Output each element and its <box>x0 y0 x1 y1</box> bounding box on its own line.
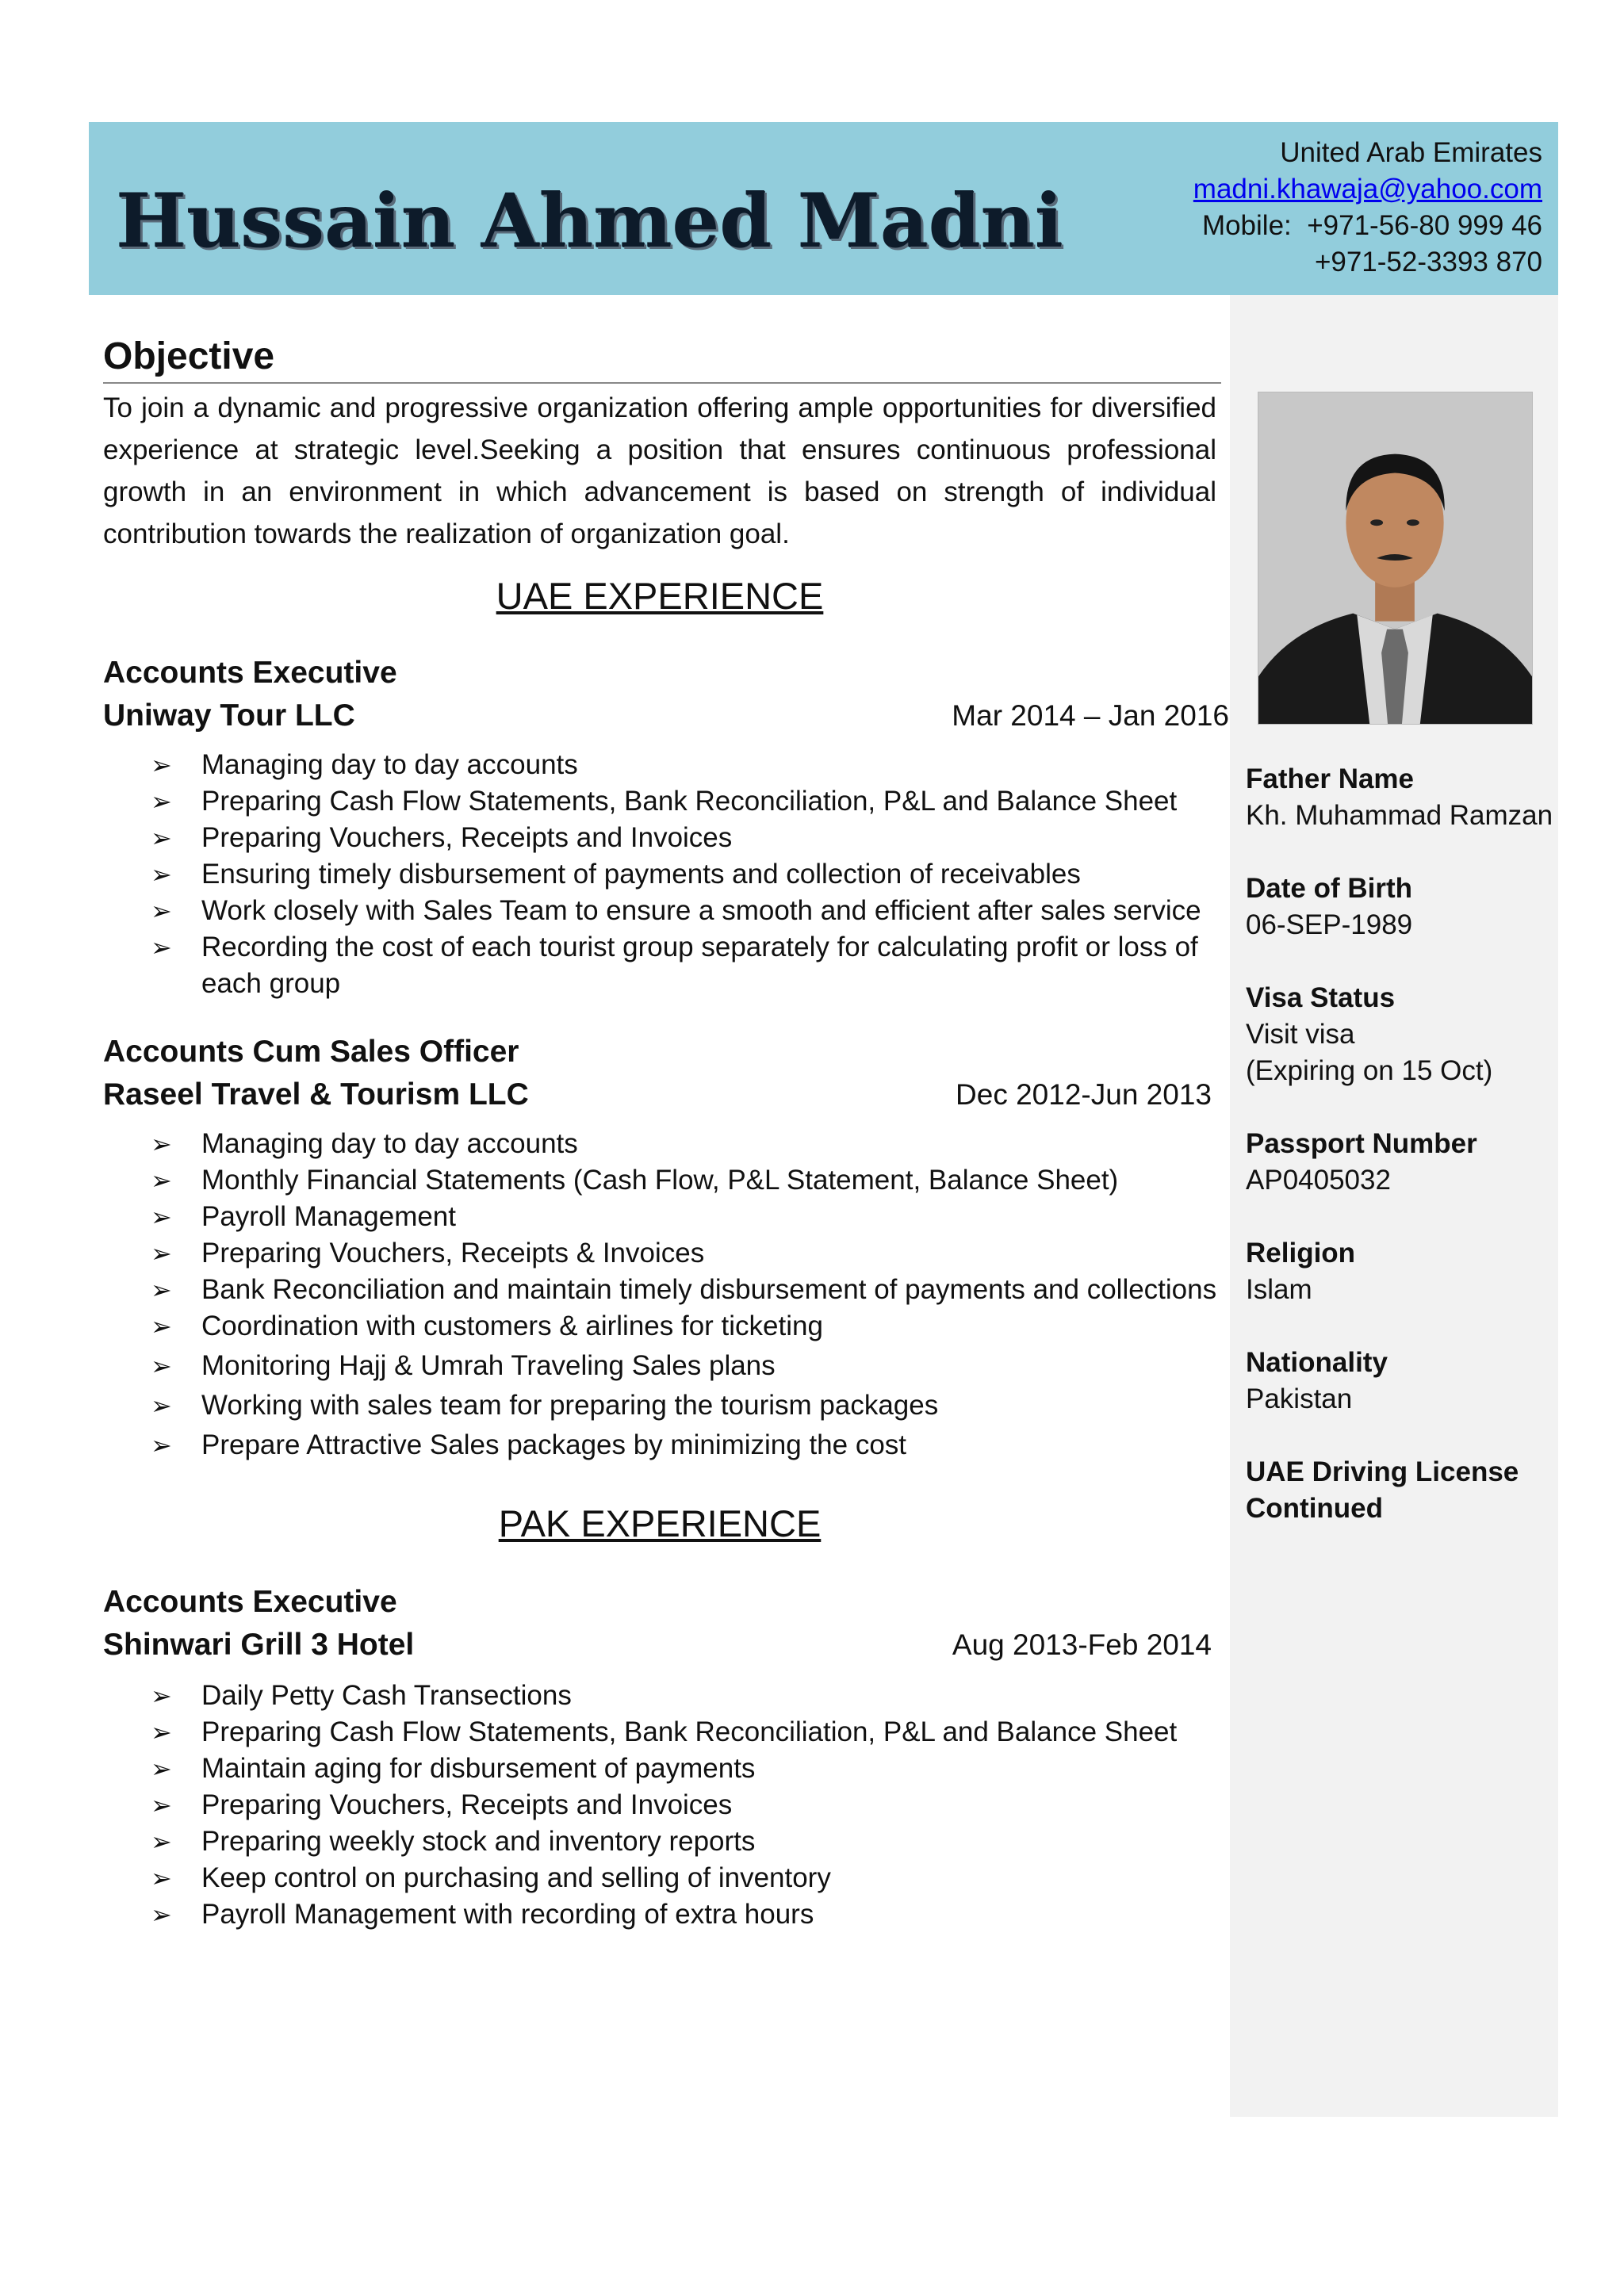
list-item: ➢ Working with sales team for preparing the tourism packages <box>151 1387 1221 1424</box>
detail-religion: Religion Islam <box>1246 1238 1356 1305</box>
job-entry <box>103 652 1229 1002</box>
arrow-bullet-icon: ➢ <box>151 860 172 889</box>
list-item: ➢ Prepare Attractive Sales packages by minimizing the cost <box>151 1427 1221 1464</box>
uae-experience-heading: UAE EXPERIENCE <box>496 575 824 617</box>
list-item: ➢ Work closely with Sales Team to ensure a smooth and efficient after sales service <box>151 893 1221 929</box>
job-dates: Mar 2014 – Jan 2016 <box>952 699 1229 732</box>
company-name: Uniway Tour LLC <box>103 698 355 733</box>
detail-father-name: Father Name Kh. Muhammad Ramzan <box>1246 763 1553 831</box>
pak-experience-heading: PAK EXPERIENCE <box>498 1502 822 1544</box>
personal-details <box>1246 761 1555 1563</box>
detail-date-of-birth: Date of Birth 06-SEP-1989 <box>1246 873 1413 940</box>
duties-list <box>151 747 1221 1002</box>
detail-visa-status: Visa Status Visit visa (Expiring on 15 Oct) <box>1246 982 1493 1086</box>
arrow-bullet-icon: ➢ <box>151 1166 172 1195</box>
profile-photo <box>1258 392 1533 725</box>
list-item: ➢ Payroll Management with recording of extra hours <box>151 1896 1221 1933</box>
arrow-bullet-icon: ➢ <box>151 787 172 816</box>
list-item: ➢ Preparing Vouchers, Receipts & Invoices <box>151 1235 1221 1272</box>
arrow-bullet-icon: ➢ <box>151 1827 172 1856</box>
contact-block <box>1193 135 1542 281</box>
header-banner <box>89 122 1558 295</box>
arrow-bullet-icon: ➢ <box>151 933 172 962</box>
list-item: ➢ Monitoring Hajj & Umrah Traveling Sales plans <box>151 1348 1221 1384</box>
job-title: Accounts Executive <box>103 1585 397 1619</box>
arrow-bullet-icon: ➢ <box>151 751 172 779</box>
job-title: Accounts Executive <box>103 656 397 690</box>
list-item: ➢ Managing day to day accounts <box>151 747 1221 783</box>
list-item: ➢ Keep control on purchasing and selling of inventory <box>151 1860 1221 1896</box>
arrow-bullet-icon: ➢ <box>151 1352 172 1380</box>
list-item: ➢ Ensuring timely disbursement of payments and collection of receivables <box>151 856 1221 893</box>
mobile-number-2: +971-52-3393 870 <box>1314 247 1542 277</box>
list-item: ➢ Monthly Financial Statements (Cash Flow, P&L Statement, Balance Sheet) <box>151 1162 1221 1199</box>
job-entry <box>103 1581 1213 1933</box>
arrow-bullet-icon: ➢ <box>151 1864 172 1892</box>
detail-nationality: Nationality Pakistan <box>1246 1347 1388 1414</box>
list-item: ➢ Bank Reconciliation and maintain timely disbursement of payments and collections <box>151 1272 1221 1308</box>
detail-passport-number: Passport Number AP0405032 <box>1246 1128 1477 1196</box>
arrow-bullet-icon: ➢ <box>151 1431 172 1460</box>
list-item: ➢ Daily Petty Cash Transections <box>151 1678 1221 1714</box>
personal-sidebar <box>1230 295 1558 2117</box>
arrow-bullet-icon: ➢ <box>151 1130 172 1158</box>
list-item: ➢ Maintain aging for disbursement of payments <box>151 1751 1221 1787</box>
list-item: ➢ Coordination with customers & airlines for ticketing <box>151 1308 1221 1345</box>
arrow-bullet-icon: ➢ <box>151 1900 172 1929</box>
arrow-bullet-icon: ➢ <box>151 1682 172 1710</box>
list-item: ➢ Preparing weekly stock and inventory reports <box>151 1823 1221 1860</box>
job-entry <box>103 1031 1217 1464</box>
duties-list <box>151 1126 1221 1464</box>
arrow-bullet-icon: ➢ <box>151 897 172 925</box>
main-content <box>103 333 1229 1933</box>
list-item: ➢ Preparing Vouchers, Receipts and Invoices <box>151 1787 1221 1823</box>
arrow-bullet-icon: ➢ <box>151 1755 172 1783</box>
arrow-bullet-icon: ➢ <box>151 1312 172 1341</box>
arrow-bullet-icon: ➢ <box>151 1791 172 1820</box>
job-dates: Aug 2013-Feb 2014 <box>952 1628 1212 1661</box>
location: United Arab Emirates <box>1280 137 1542 168</box>
mobile-number: Mobile: +971-56-80 999 46 <box>1201 210 1542 241</box>
arrow-bullet-icon: ➢ <box>151 1276 172 1304</box>
duties-list <box>151 1678 1221 1933</box>
arrow-bullet-icon: ➢ <box>151 1391 172 1420</box>
list-item: ➢ Payroll Management <box>151 1199 1221 1235</box>
arrow-bullet-icon: ➢ <box>151 1718 172 1747</box>
arrow-bullet-icon: ➢ <box>151 1239 172 1268</box>
list-item: ➢ Managing day to day accounts <box>151 1126 1221 1162</box>
job-title: Accounts Cum Sales Officer <box>103 1035 519 1069</box>
detail-driving-license: UAE Driving License Continued <box>1246 1456 1519 1524</box>
objective-heading: Objective <box>103 333 1221 384</box>
list-item: ➢ Preparing Cash Flow Statements, Bank Reconciliation, P&L and Balance Sheet <box>151 783 1221 820</box>
company-name: Shinwari Grill 3 Hotel <box>103 1628 415 1662</box>
job-dates: Dec 2012-Jun 2013 <box>956 1078 1212 1111</box>
candidate-name: Hussain Ahmed Madni <box>116 178 1063 265</box>
email-link[interactable]: madni.khawaja@yahoo.com <box>1193 174 1542 205</box>
objective-text: To join a dynamic and progressive organization offering ample opportunities for diversified experience at strategic level.Seeking a position that ensures continuous professional growth in an environment in which advancement is based on strength of individual contribution towards the realization of organization goal. <box>103 392 1216 549</box>
list-item: ➢ Recording the cost of each tourist group separately for calculating profit or loss of each group <box>151 929 1221 1002</box>
list-item: ➢ Preparing Vouchers, Receipts and Invoices <box>151 820 1221 856</box>
list-item: ➢ Preparing Cash Flow Statements, Bank Reconciliation, P&L and Balance Sheet <box>151 1714 1221 1751</box>
company-name: Raseel Travel & Tourism LLC <box>103 1077 529 1112</box>
arrow-bullet-icon: ➢ <box>151 1203 172 1231</box>
arrow-bullet-icon: ➢ <box>151 824 172 852</box>
